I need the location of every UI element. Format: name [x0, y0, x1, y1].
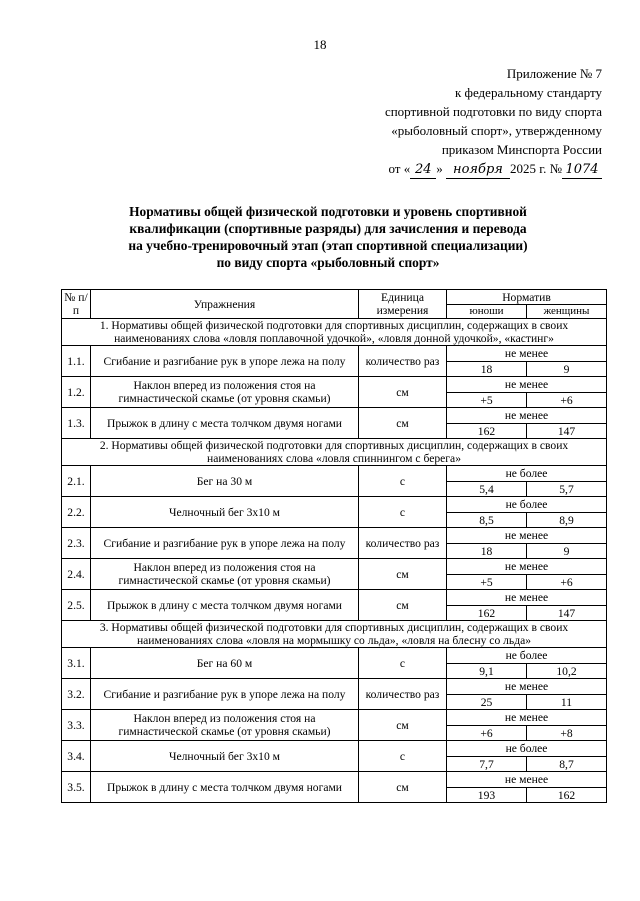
header-exercise: Упражнения: [91, 290, 359, 319]
row-number: 3.4.: [62, 741, 91, 772]
section-row: [62, 621, 607, 648]
row-number: 2.5.: [62, 590, 91, 621]
value-boys: 193: [447, 788, 527, 803]
page-number: 18: [313, 37, 327, 52]
row-unit: количество раз: [359, 528, 447, 559]
value-boys: +5: [447, 575, 527, 590]
row-exercise: Наклон вперед из положения стоя на гимнастической скамье (от уровня скамьи): [91, 710, 359, 741]
value-girls: +8: [527, 726, 607, 741]
value-girls: 11: [527, 695, 607, 710]
appendix-date: [302, 159, 602, 179]
row-number: 2.1.: [62, 466, 91, 497]
table-row: [62, 590, 607, 606]
section-row: [62, 439, 607, 466]
row-exercise: Сгибание и разгибание рук в упоре лежа на полу: [91, 679, 359, 710]
table-row: [62, 377, 607, 393]
header-boys: юноши: [447, 305, 527, 319]
row-exercise: Челночный бег 3х10 м: [91, 497, 359, 528]
title-line: по виду спорта «рыболовный спорт»: [216, 255, 440, 270]
row-unit: с: [359, 497, 447, 528]
appendix-line: спортивной подготовки по виду спорта: [384, 104, 602, 119]
row-qualifier: не менее: [447, 528, 607, 544]
row-exercise: Прыжок в длину с места толчком двумя ногами: [91, 772, 359, 803]
row-number: 3.2.: [62, 679, 91, 710]
value-girls: +6: [527, 575, 607, 590]
row-unit: количество раз: [359, 346, 447, 377]
value-boys: 25: [447, 695, 527, 710]
row-unit: с: [359, 648, 447, 679]
row-exercise: Прыжок в длину с места толчком двумя ногами: [91, 590, 359, 621]
appendix-line: к федеральному стандарту: [454, 85, 602, 100]
row-qualifier: не менее: [447, 377, 607, 393]
value-boys: 162: [447, 606, 527, 621]
table-row: [62, 528, 607, 544]
row-number: 3.1.: [62, 648, 91, 679]
row-qualifier: не менее: [447, 408, 607, 424]
value-girls: 162: [527, 788, 607, 803]
row-unit: количество раз: [359, 679, 447, 710]
row-exercise: Сгибание и разгибание рук в упоре лежа на полу: [91, 528, 359, 559]
title-line: на учебно-тренировочный этап (этап спортивной специализации): [128, 238, 528, 253]
row-unit: см: [359, 377, 447, 408]
row-unit: см: [359, 772, 447, 803]
row-qualifier: не более: [447, 741, 607, 757]
date-day-handwritten: 24: [410, 162, 436, 179]
row-qualifier: не менее: [447, 772, 607, 788]
section-title: 1. Нормативы общей физической подготовки для спортивных дисциплин, содержащих в своих наименованиях слова «ловля поплавочной удочкой», «ловля донной удочкой», «кастинг»: [62, 319, 607, 346]
row-number: 1.1.: [62, 346, 91, 377]
row-exercise: Челночный бег 3х10 м: [91, 741, 359, 772]
header-norm: Норматив: [447, 290, 607, 305]
row-unit: см: [359, 408, 447, 439]
appendix-title: Приложение № 7: [506, 66, 602, 81]
row-number: 2.2.: [62, 497, 91, 528]
row-unit: с: [359, 741, 447, 772]
value-boys: 8,5: [447, 513, 527, 528]
appendix-line: «рыболовный спорт», утвержденному: [391, 123, 602, 138]
row-exercise: Наклон вперед из положения стоя на гимнастической скамье (от уровня скамьи): [91, 377, 359, 408]
appendix-block: [302, 64, 602, 179]
row-qualifier: не менее: [447, 710, 607, 726]
row-unit: см: [359, 559, 447, 590]
table-row: [62, 710, 607, 726]
value-girls: 9: [527, 544, 607, 559]
row-exercise: Прыжок в длину с места толчком двумя ногами: [91, 408, 359, 439]
section-title: 3. Нормативы общей физической подготовки для спортивных дисциплин, содержащих в своих наименованиях слова «ловля на мормышку со льда», «ловля на блесну со льда»: [62, 621, 607, 648]
row-exercise: Бег на 30 м: [91, 466, 359, 497]
value-boys: 18: [447, 362, 527, 377]
date-month-handwritten: ноября: [446, 162, 510, 179]
row-unit: с: [359, 466, 447, 497]
table-row: [62, 466, 607, 482]
header-unit: Единица измерения: [359, 290, 447, 319]
table-row: [62, 679, 607, 695]
section-title: 2. Нормативы общей физической подготовки для спортивных дисциплин, содержащих в своих наименованиях слова «ловля спиннингом с берега»: [62, 439, 607, 466]
norms-table: [61, 289, 607, 803]
row-unit: см: [359, 590, 447, 621]
table-row: [62, 408, 607, 424]
row-exercise: Наклон вперед из положения стоя на гимнастической скамье (от уровня скамьи): [91, 559, 359, 590]
value-girls: 9: [527, 362, 607, 377]
value-boys: 9,1: [447, 664, 527, 679]
value-girls: 8,7: [527, 757, 607, 772]
appendix-line: приказом Минспорта России: [441, 142, 602, 157]
header-girls: женщины: [527, 305, 607, 319]
title-line: квалификации (спортивные разряды) для зачисления и перевода: [129, 221, 527, 236]
row-number: 1.3.: [62, 408, 91, 439]
row-qualifier: не более: [447, 466, 607, 482]
order-number-handwritten: 1074: [562, 162, 602, 179]
value-girls: 10,2: [527, 664, 607, 679]
value-girls: 8,9: [527, 513, 607, 528]
row-number: 2.3.: [62, 528, 91, 559]
value-boys: +5: [447, 393, 527, 408]
row-exercise: Сгибание и разгибание рук в упоре лежа на полу: [91, 346, 359, 377]
date-prefix: от «: [388, 161, 411, 176]
table-row: [62, 346, 607, 362]
row-exercise: Бег на 60 м: [91, 648, 359, 679]
value-boys: +6: [447, 726, 527, 741]
title-line: Нормативы общей физической подготовки и уровень спортивной: [129, 204, 527, 219]
section-row: [62, 319, 607, 346]
row-qualifier: не менее: [447, 346, 607, 362]
row-qualifier: не менее: [447, 559, 607, 575]
row-qualifier: не менее: [447, 590, 607, 606]
table-row: [62, 741, 607, 757]
date-mid: »: [436, 161, 443, 176]
value-boys: 5,4: [447, 482, 527, 497]
table-row: [62, 497, 607, 513]
row-number: 1.2.: [62, 377, 91, 408]
value-girls: 5,7: [527, 482, 607, 497]
value-boys: 162: [447, 424, 527, 439]
value-girls: 147: [527, 424, 607, 439]
table-row: [62, 559, 607, 575]
value-girls: 147: [527, 606, 607, 621]
table-row: [62, 648, 607, 664]
row-number: 3.5.: [62, 772, 91, 803]
header-num: № п/п: [62, 290, 91, 319]
value-girls: +6: [527, 393, 607, 408]
value-boys: 18: [447, 544, 527, 559]
row-qualifier: не более: [447, 648, 607, 664]
date-year: 2025 г. №: [509, 161, 562, 176]
row-number: 3.3.: [62, 710, 91, 741]
row-qualifier: не более: [447, 497, 607, 513]
row-qualifier: не менее: [447, 679, 607, 695]
row-unit: см: [359, 710, 447, 741]
table-row: [62, 772, 607, 788]
document-title: [90, 203, 566, 271]
value-boys: 7,7: [447, 757, 527, 772]
row-number: 2.4.: [62, 559, 91, 590]
